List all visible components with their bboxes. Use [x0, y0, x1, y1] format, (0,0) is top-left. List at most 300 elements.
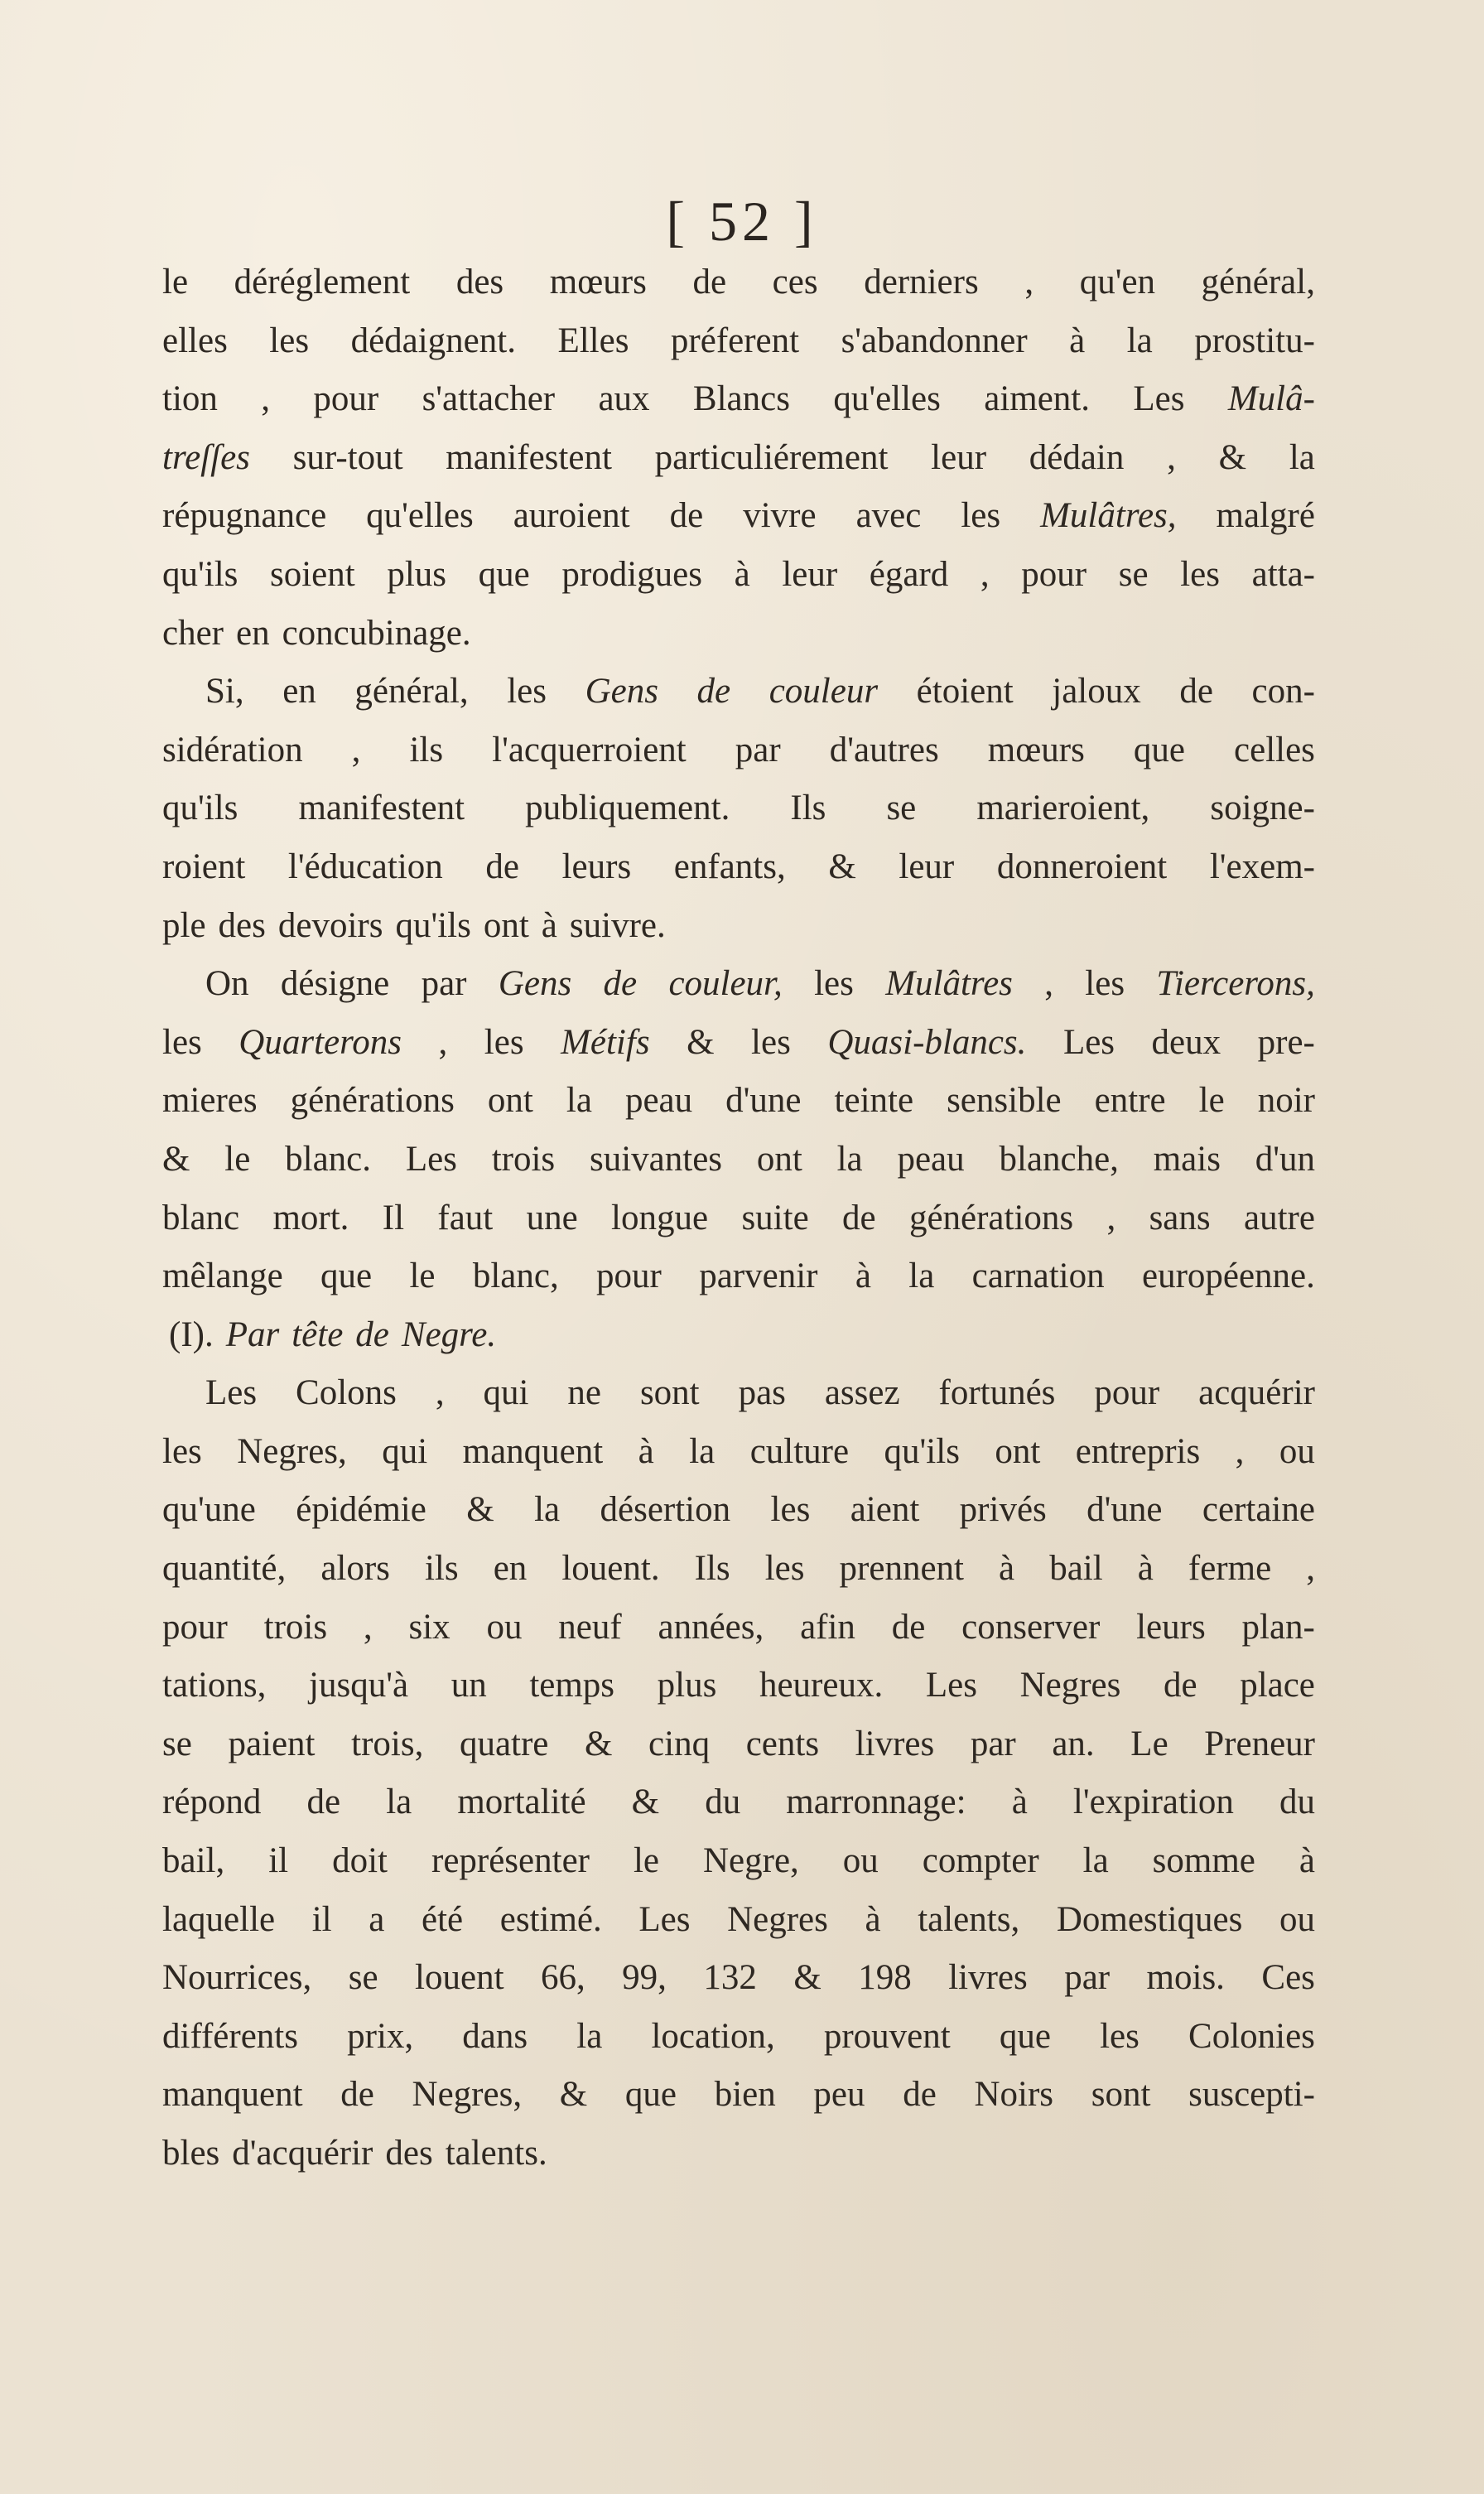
body-text [162, 253, 1315, 2183]
word: & [828, 847, 856, 886]
text-line [162, 253, 1315, 312]
text-line [162, 779, 1315, 838]
word: On [205, 964, 249, 1004]
word: aient [850, 1490, 920, 1530]
word: que [1133, 730, 1185, 769]
word: épidémie [296, 1490, 426, 1530]
word: Si, [205, 672, 244, 712]
word: donneroient [996, 847, 1168, 886]
word: quantité, [162, 1549, 287, 1589]
word: de [842, 1198, 876, 1237]
word: livres [855, 1724, 935, 1763]
word: à [734, 554, 750, 594]
word: prennent [839, 1549, 964, 1589]
word: leur [782, 554, 838, 594]
word: se [162, 1724, 192, 1763]
word: qu'une [162, 1490, 256, 1530]
word: Gens [585, 672, 658, 712]
word: manquent [162, 2075, 303, 2115]
word: Les [925, 1666, 977, 1705]
text-line [162, 1832, 1315, 1891]
text-line [162, 1306, 1315, 1365]
word: répugnance [162, 496, 327, 536]
text-line [162, 1657, 1315, 1715]
word: pour [313, 379, 379, 419]
word: deux [1151, 1022, 1221, 1062]
word: devoirs [277, 905, 383, 945]
word: par [970, 1724, 1016, 1763]
word: & [631, 1782, 660, 1822]
word: autre [1243, 1198, 1315, 1237]
text-line [162, 1949, 1315, 2008]
word: & [162, 1139, 190, 1179]
word: ne [567, 1373, 602, 1413]
word: derniers [864, 263, 979, 301]
word: égard [869, 554, 949, 594]
text-line [162, 1715, 1315, 1774]
word: la [1289, 437, 1315, 477]
word: à [1298, 1841, 1315, 1881]
word: qu'ils [162, 554, 238, 594]
word: temps [529, 1666, 615, 1705]
word: Nourrices, [162, 1958, 312, 1998]
word: un [450, 1666, 487, 1705]
word: déréglement [234, 263, 411, 301]
word: peu [813, 2075, 865, 2115]
word: bien [714, 2075, 776, 2115]
word: sans [1149, 1198, 1211, 1237]
text-line [162, 1364, 1315, 1423]
word: teinte [834, 1081, 914, 1121]
text-line [162, 2066, 1315, 2125]
word: les [961, 496, 1001, 536]
word: la [576, 2016, 603, 2056]
word: des [455, 263, 504, 301]
word: leurs [561, 847, 632, 886]
word: d'autres [829, 730, 939, 769]
word: ou [1279, 1899, 1315, 1939]
word: à [1069, 321, 1086, 360]
word: la [836, 1139, 863, 1179]
word: mois. [1146, 1958, 1225, 1998]
word: acquérir [1198, 1373, 1315, 1413]
word: trois [263, 1607, 328, 1647]
word: noir [1257, 1081, 1315, 1121]
word: ou [842, 1841, 879, 1881]
word: Negre, [703, 1841, 799, 1881]
word: peau [897, 1139, 965, 1179]
word: , [1024, 263, 1034, 301]
word: qu'ils [395, 905, 471, 945]
word: manquent [462, 1431, 604, 1471]
word: parvenir [699, 1257, 818, 1296]
word: le [1198, 1081, 1225, 1121]
text-line [162, 897, 1315, 956]
word: générations [290, 1081, 455, 1121]
word: prouvent [823, 2016, 951, 2056]
word: le [162, 263, 189, 301]
word: Preneur [1204, 1724, 1315, 1763]
word: la [1082, 1841, 1109, 1881]
word: location, [651, 2016, 775, 2056]
text-line [162, 1072, 1315, 1131]
word: de [692, 263, 727, 301]
word: 132 [703, 1958, 757, 1998]
word: dans [462, 2016, 528, 2056]
word: ferme [1188, 1549, 1272, 1589]
word: la [908, 1257, 935, 1296]
word: Negres [1019, 1666, 1121, 1705]
word: étoient [916, 672, 1014, 712]
word: Il [382, 1198, 405, 1237]
word: atta- [1251, 554, 1315, 594]
word: & [793, 1958, 822, 1998]
word: soient [270, 554, 355, 594]
word: qu'en [1079, 263, 1156, 301]
word: vivre [743, 496, 817, 536]
word: , [1167, 437, 1176, 477]
word: Métifs [561, 1022, 650, 1062]
word: six [408, 1607, 450, 1647]
word: Mulâtres, [1040, 496, 1177, 536]
word: que [320, 1257, 373, 1296]
word: jaloux [1052, 672, 1141, 712]
word: estimé. [499, 1899, 602, 1939]
word: d'un [1255, 1139, 1315, 1179]
word: les [484, 1022, 524, 1062]
word: , [980, 554, 990, 594]
word: plus [387, 554, 447, 594]
word: se [348, 1958, 378, 1998]
word: plus [657, 1666, 717, 1705]
word: mêlange [162, 1257, 283, 1296]
word: , [1044, 964, 1053, 1004]
word: suscepti- [1188, 2075, 1315, 2115]
word: cents [745, 1724, 820, 1763]
word: elles [162, 321, 228, 360]
word: l'exem- [1209, 847, 1315, 886]
word: à [1137, 1549, 1154, 1589]
word: peau [624, 1081, 693, 1121]
word: quatre [459, 1724, 549, 1763]
word: blanc, [472, 1257, 559, 1296]
word: les [770, 1490, 811, 1530]
word: , [435, 1373, 445, 1413]
word: enfants, [673, 847, 786, 886]
word: paient [228, 1724, 316, 1763]
word: suite [741, 1198, 809, 1237]
word: de [340, 2075, 374, 2115]
word: de [485, 847, 519, 886]
word: général, [1201, 263, 1315, 301]
text-line [162, 1540, 1315, 1599]
word: particuliérement [654, 437, 889, 477]
word: les [1100, 2016, 1140, 2056]
word: ils [424, 1549, 459, 1589]
word: , [261, 379, 271, 419]
word: laquelle [162, 1899, 276, 1939]
word: Mulâ- [1227, 379, 1315, 419]
word: les [269, 321, 310, 360]
word: de [696, 672, 731, 712]
word: manifestent [446, 437, 612, 477]
word: suivantes [589, 1139, 723, 1179]
word: prostitu- [1194, 321, 1315, 360]
word: ils [409, 730, 444, 769]
word: afin [800, 1607, 855, 1647]
word: Le [1130, 1724, 1168, 1763]
word: à [865, 1899, 881, 1939]
word: (I). [169, 1315, 214, 1354]
word: blanche, [999, 1139, 1119, 1179]
word: Les [1062, 1022, 1115, 1062]
word: assez [824, 1373, 900, 1413]
word: culture [749, 1431, 850, 1471]
word: représenter [431, 1841, 590, 1881]
word: aux [598, 379, 650, 419]
word: 99, [622, 1958, 667, 1998]
word: de [669, 496, 704, 536]
word: publiquement. [525, 789, 730, 828]
text-line [162, 1131, 1315, 1189]
text-line [162, 1773, 1315, 1832]
word: en [236, 613, 270, 653]
word: pour [596, 1257, 662, 1296]
word: pas [738, 1373, 786, 1413]
word: la [534, 1490, 561, 1530]
word: tations, [162, 1666, 267, 1705]
word: du [705, 1782, 741, 1822]
text-line [162, 721, 1315, 780]
word: Domestiques [1056, 1899, 1243, 1939]
word: Elles [557, 321, 629, 360]
word: Negres [727, 1899, 828, 1939]
word: Les [205, 1373, 258, 1413]
word: bles [162, 2134, 220, 2173]
word: roient [162, 847, 246, 886]
word: doit [332, 1841, 388, 1881]
word: , [363, 1607, 373, 1647]
word: pour [1094, 1373, 1160, 1413]
word: Mulâtres [885, 964, 1013, 1004]
word: une [526, 1198, 578, 1237]
word: entre [1094, 1081, 1166, 1121]
word: sensible [947, 1081, 1062, 1121]
word: prix, [347, 2016, 414, 2056]
word: les [764, 1549, 805, 1589]
word: du [1279, 1782, 1315, 1822]
word: alors [320, 1549, 390, 1589]
word: ou [486, 1607, 523, 1647]
word: à [999, 1549, 1015, 1589]
word: de [355, 1315, 389, 1354]
word: conserver [961, 1607, 1101, 1647]
word: années, [658, 1607, 764, 1647]
text-line [162, 1247, 1315, 1306]
word: malgré [1216, 496, 1315, 536]
word: faut [437, 1198, 494, 1237]
word: qu'ils [884, 1431, 960, 1471]
word: soigne- [1210, 789, 1315, 828]
word: tion [162, 379, 218, 419]
word: place [1240, 1666, 1315, 1705]
word: la [689, 1431, 716, 1471]
word: compter [922, 1841, 1039, 1881]
word: il [268, 1841, 289, 1881]
word: prodigues [561, 554, 702, 594]
text-line [162, 663, 1315, 721]
word: pre- [1257, 1022, 1315, 1062]
word: 198 [858, 1958, 912, 1998]
word: générations [908, 1198, 1074, 1237]
word: les [1180, 554, 1220, 594]
word: treſſes [162, 437, 250, 477]
word: 66, [540, 1958, 585, 1998]
word: en [282, 672, 316, 712]
word: leur [931, 437, 987, 477]
word: ont [483, 905, 529, 945]
text-line [162, 1891, 1315, 1950]
word: qu'elles [366, 496, 474, 536]
word: celles [1234, 730, 1315, 769]
text-line [162, 838, 1315, 897]
word: sidération [162, 730, 303, 769]
word: des [218, 905, 266, 945]
word: sont [639, 1373, 700, 1413]
word: privés [959, 1490, 1047, 1530]
word: a [369, 1899, 385, 1939]
word: dédain [1029, 437, 1125, 477]
word: qu'ils [162, 789, 238, 828]
word: la [1126, 321, 1153, 360]
word: Les [405, 1139, 457, 1179]
word: qui [382, 1431, 428, 1471]
word: de [603, 964, 638, 1004]
word: marronnage: [786, 1782, 966, 1822]
word: carnation [971, 1257, 1105, 1296]
word: les [162, 1431, 202, 1471]
word: mœurs [549, 263, 647, 301]
word: l'expiration [1072, 1782, 1234, 1822]
word: auroient [513, 496, 630, 536]
text-line [162, 487, 1315, 546]
word: Ces [1261, 1958, 1315, 1998]
word: mœurs [987, 730, 1085, 769]
word: sur-tout [292, 437, 403, 477]
word: Colons [296, 1373, 397, 1413]
word: concubinage. [282, 613, 471, 653]
word: blanc [162, 1198, 240, 1237]
word: cinq [648, 1724, 711, 1763]
word: que [478, 554, 530, 594]
page-number: [ 52 ] [666, 190, 818, 253]
word: Negres, [412, 2075, 523, 2115]
word: ces [772, 263, 818, 301]
word: mortalité [457, 1782, 586, 1822]
word: Quasi-blancs. [827, 1022, 1027, 1062]
word: trois, [351, 1724, 424, 1763]
word: de [903, 2075, 937, 2115]
word: entrepris [1075, 1431, 1201, 1471]
word: à [1011, 1782, 1028, 1822]
word: d'une [725, 1081, 802, 1121]
word: que [624, 2075, 677, 2115]
word: an. [1052, 1724, 1095, 1763]
word: se [1118, 554, 1149, 594]
word: Quarterons [238, 1022, 402, 1062]
word: à [855, 1257, 871, 1296]
word: préferent [670, 321, 800, 360]
word: désigne [280, 964, 390, 1004]
word: talents, [918, 1899, 1020, 1939]
word: les [814, 964, 854, 1004]
word: répond [162, 1782, 262, 1822]
word: des [385, 2134, 433, 2173]
word: Les [638, 1899, 691, 1939]
text-line [162, 1189, 1315, 1248]
word: & [584, 1724, 613, 1763]
word: leurs [1136, 1607, 1206, 1647]
word: l'éducation [287, 847, 443, 886]
word: Noirs [974, 2075, 1054, 2115]
word: & [1218, 437, 1247, 477]
word: il [311, 1899, 332, 1939]
word: pour [1021, 554, 1087, 594]
text-line [162, 2008, 1315, 2067]
word: somme [1152, 1841, 1255, 1881]
word: le [409, 1257, 436, 1296]
word: d'acquérir [232, 2134, 373, 2173]
word: manifestent [298, 789, 465, 828]
word: la [386, 1782, 412, 1822]
word: couleur, [668, 964, 783, 1004]
text-line [162, 605, 1315, 663]
word: d'une [1086, 1490, 1163, 1530]
word: que [999, 2016, 1051, 2056]
word: leur [899, 847, 955, 886]
word: à [638, 1431, 654, 1471]
word: Negre. [401, 1315, 497, 1354]
word: désertion [600, 1490, 731, 1530]
word: suivre. [569, 905, 666, 945]
word: le [633, 1841, 660, 1881]
word: longue [611, 1198, 709, 1237]
word: talents. [445, 2134, 547, 2173]
text-line [162, 429, 1315, 488]
word: les [751, 1022, 791, 1062]
text-line [162, 546, 1315, 605]
word: livres [948, 1958, 1028, 1998]
word: trois [491, 1139, 556, 1179]
word: de [891, 1607, 926, 1647]
word: Ils [790, 789, 826, 828]
word: aiment. [984, 379, 1090, 419]
word: qui [483, 1373, 529, 1413]
word: par [421, 964, 467, 1004]
word: mort. [272, 1198, 349, 1237]
word: mieres [162, 1081, 258, 1121]
word: ou [1279, 1431, 1315, 1471]
word: les [162, 1022, 202, 1062]
word: été [421, 1899, 464, 1939]
word: bail, [162, 1841, 225, 1881]
word: pour [162, 1607, 228, 1647]
word: blanc. [285, 1139, 371, 1179]
word: couleur [768, 672, 879, 712]
word: s'attacher [422, 379, 556, 419]
word: & [466, 1490, 494, 1530]
word: , [438, 1022, 448, 1062]
